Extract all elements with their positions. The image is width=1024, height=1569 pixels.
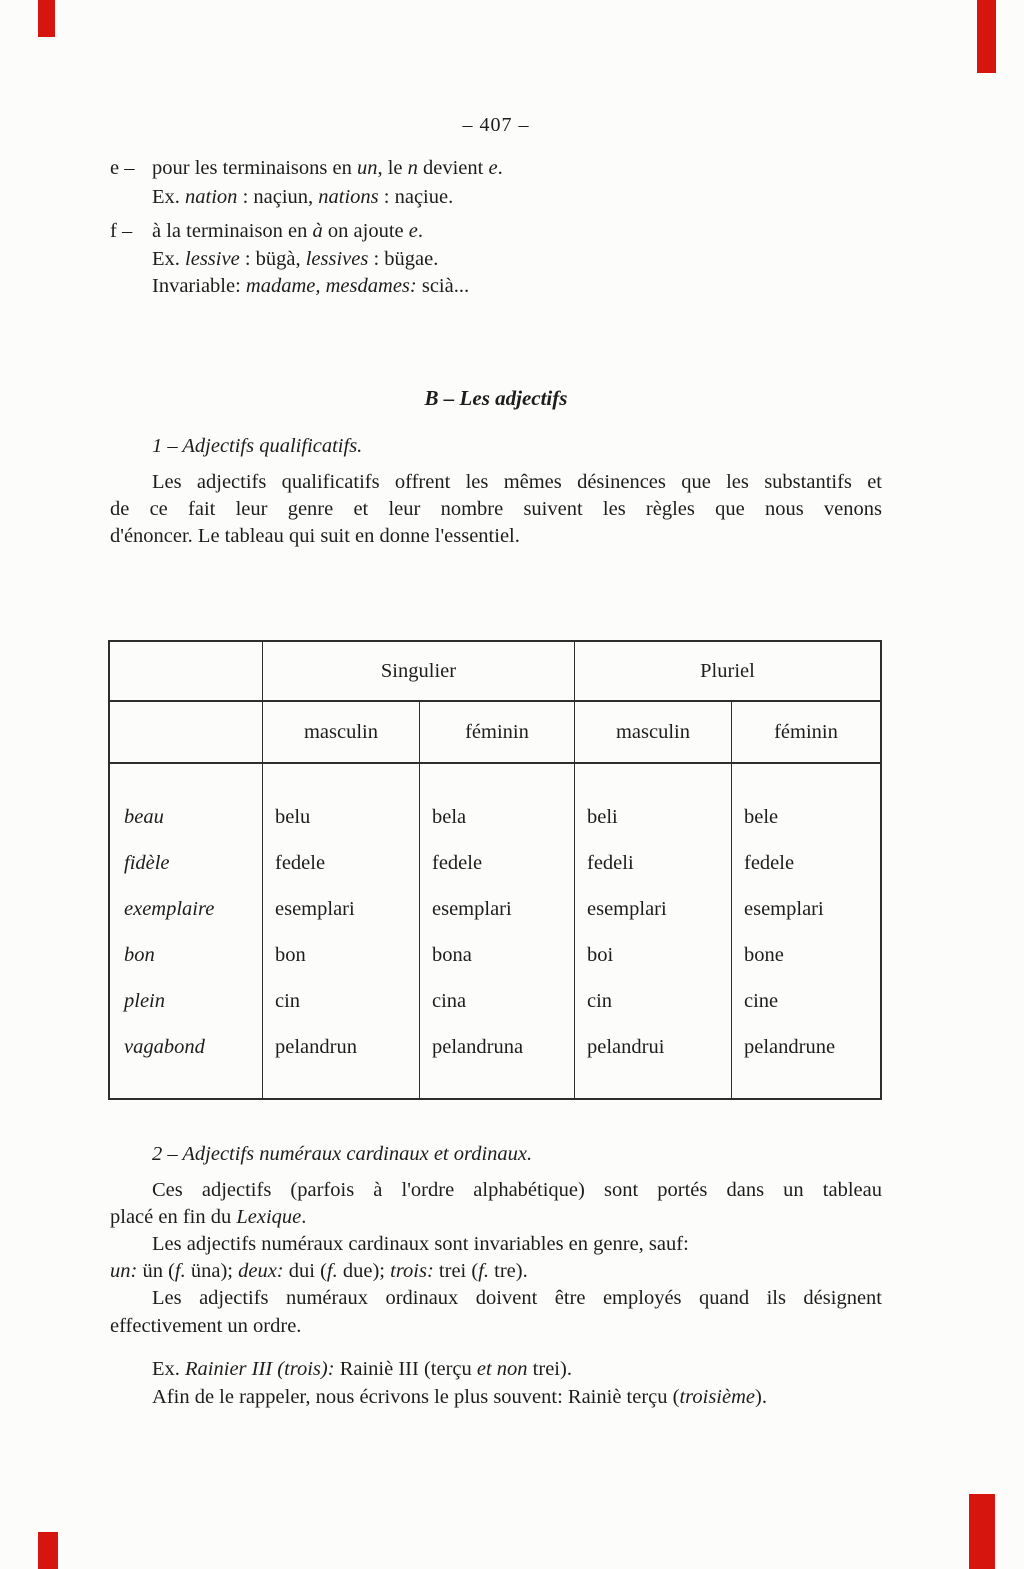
subsection-2-title: 2 – Adjectifs numéraux cardinaux et ordinaux.: [152, 1143, 533, 1165]
table-subheader-masculin-pl: masculin: [575, 702, 732, 764]
rule-e-line: e – pour les terminaisons en un, le n devient e.: [110, 155, 503, 182]
para4-line2: Afin de le rappeler, nous écrivons le plus souvent: Rainiè terçu (troisième).: [152, 1386, 767, 1408]
rule-f-label: f –: [110, 220, 133, 242]
para1-line2: de ce fait leur genre et leur nombre suivent les règles que nous venons: [110, 498, 882, 520]
page-number: – 407 –: [462, 114, 530, 136]
adjectives-table: [108, 640, 882, 1100]
rule-f-example: Ex. lessive : bügà, lessives : bügae.: [152, 248, 439, 270]
table-column-fem-pl: bele fedele esemplari bone cine pelandrune: [744, 806, 836, 1058]
table-corner-cell: [110, 642, 263, 702]
para2-line4: un: ün (f. üna); deux: dui (f. due); trois: trei (f. tre).: [110, 1260, 528, 1282]
page-edge-mark-bottom-left: [38, 1532, 58, 1569]
invariable-line: Invariable: madame, mesdames: scià...: [152, 275, 470, 297]
table-column-fem-sg: bela fedele esemplari bona cina pelandruna: [420, 764, 575, 1098]
rule-f-line: f – à la terminaison en à on ajoute e.: [110, 218, 423, 245]
table-column-french: beau fidèle exemplaire bon plein vagabond: [110, 764, 263, 1098]
page-edge-mark-top-left: [38, 0, 55, 37]
page-edge-mark-bottom-right: [969, 1494, 995, 1569]
table-header-singulier: Singulier: [263, 642, 575, 702]
table-subheader-empty: [110, 702, 263, 764]
section-b-heading: B – Les adjectifs: [424, 386, 568, 410]
para1-line3: d'énoncer. Le tableau qui suit en donne l'essentiel.: [110, 525, 520, 547]
para2-line1: Ces adjectifs (parfois à l'ordre alphabétique) sont portés dans un tableau: [152, 1179, 882, 1201]
para2-line3: Les adjectifs numéraux cardinaux sont invariables en genre, sauf:: [152, 1233, 689, 1255]
rule-e-label: e –: [110, 157, 135, 179]
subsection-1-title: 1 – Adjectifs qualificatifs.: [152, 435, 363, 457]
para2-line2: placé en fin du Lexique.: [110, 1206, 307, 1228]
rule-e-example: Ex. nation : naçiun, nations : naçiue.: [152, 186, 454, 208]
table-subheader-feminin-pl: féminin: [732, 702, 880, 764]
page-edge-mark-top-right: [977, 0, 996, 73]
table-subheader-masculin-sg: masculin: [263, 702, 420, 764]
table-column-masc-sg: belu fedele esemplari bon cin pelandrun: [263, 764, 420, 1098]
para1-line1: Les adjectifs qualificatifs offrent les mêmes désinences que les substantifs et: [152, 471, 882, 493]
table-header-pluriel: Pluriel: [575, 642, 880, 702]
table-subheader-feminin-sg: féminin: [420, 702, 575, 764]
table-column-masc-pl: beli fedeli esemplari boi cin pelandrui: [575, 764, 732, 1098]
para3-line2: effectivement un ordre.: [110, 1315, 302, 1337]
para4-line1: Ex. Rainier III (trois): Rainiè III (terçu et non trei).: [152, 1358, 572, 1380]
para3-line1: Les adjectifs numéraux ordinaux doivent être employés quand ils désignent: [152, 1287, 882, 1309]
